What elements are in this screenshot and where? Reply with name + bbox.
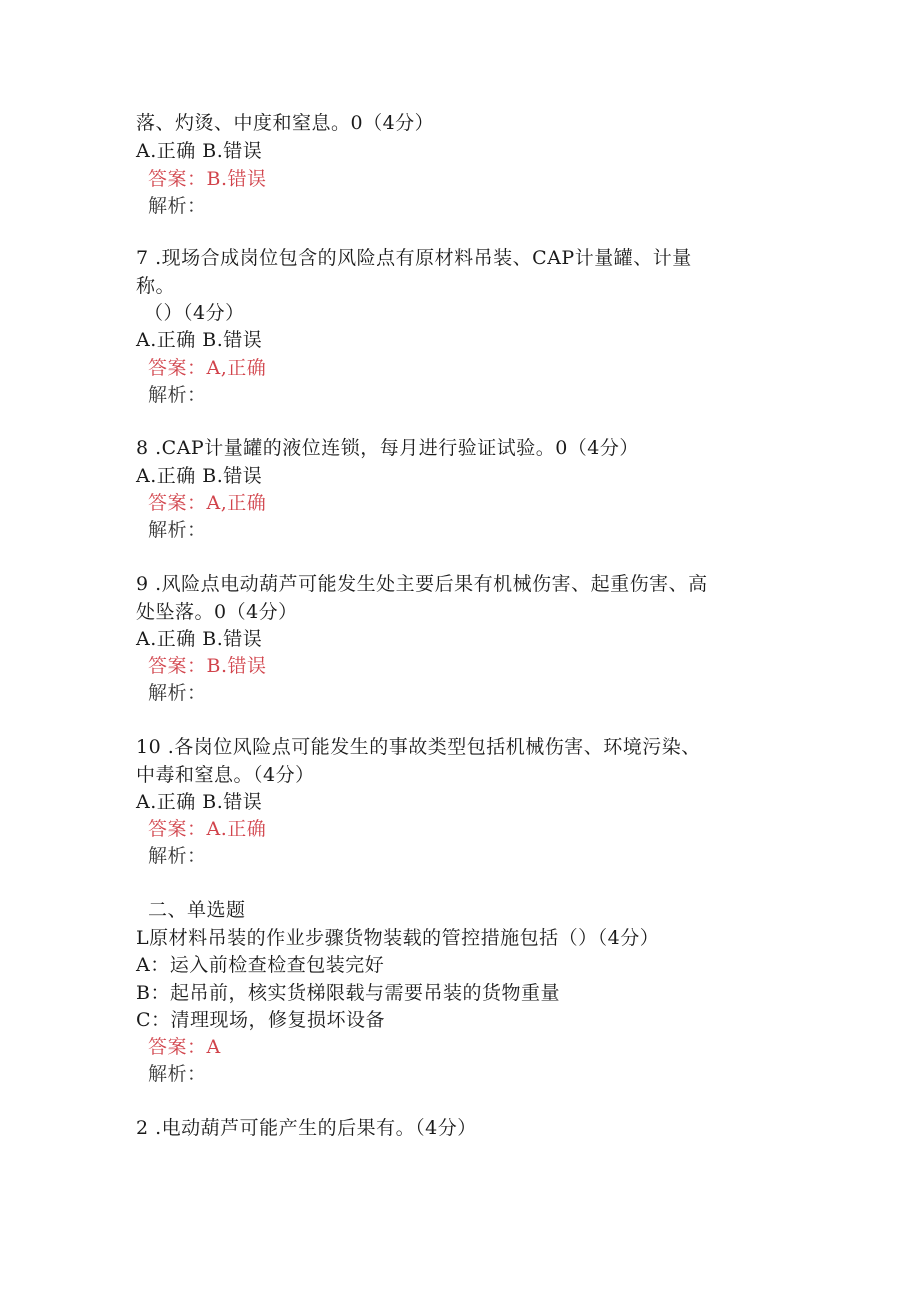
q7-stem-line-3: （）（4分） <box>144 302 245 324</box>
q8-stem-line-1: 8 .CAP计量罐的液位连锁，每月进行验证试验。0（4分） <box>136 437 639 459</box>
q6-analysis: 解析： <box>148 195 207 217</box>
q9-analysis: 解析： <box>148 682 207 704</box>
q9-answer: 答案：B.错误 <box>148 655 267 677</box>
q7-analysis: 解析： <box>148 384 207 406</box>
s1-option-c: C：清理现场，修复损坏设备 <box>136 1009 386 1031</box>
q8-options: A.正确 B.错误 <box>136 465 263 487</box>
q7-stem-line-2: 称。 <box>136 275 176 297</box>
q6-options: A.正确 B.错误 <box>136 140 263 162</box>
q7-stem-line-1: 7 .现场合成岗位包含的风险点有原材料吊装、CAP计量罐、计量 <box>136 247 692 269</box>
q7-answer: 答案：A,正确 <box>148 357 267 379</box>
q6-answer: 答案：B.错误 <box>148 168 267 190</box>
q9-options: A.正确 B.错误 <box>136 628 263 650</box>
s1-option-b: B：起吊前，核实货梯限载与需要吊装的货物重量 <box>136 982 560 1004</box>
q10-answer: 答案：A.正确 <box>148 818 267 840</box>
q8-analysis: 解析： <box>148 519 207 541</box>
q6-stem-tail: 落、灼烫、中度和窒息。0（4分） <box>136 112 435 134</box>
q7-options: A.正确 B.错误 <box>136 329 263 351</box>
q10-stem-line-2: 中毒和窒息。（4分） <box>136 764 315 786</box>
s1-analysis: 解析： <box>148 1063 207 1085</box>
q10-stem-line-1: 10 .各岗位风险点可能发生的事故类型包括机械伤害、环境污染、 <box>136 736 701 758</box>
q10-analysis: 解析： <box>148 845 207 867</box>
q10-options: A.正确 B.错误 <box>136 791 263 813</box>
q9-stem-line-2: 处坠落。0（4分） <box>136 601 298 623</box>
s1-answer: 答案：A <box>148 1036 221 1058</box>
q8-answer: 答案：A,正确 <box>148 492 267 514</box>
section-heading-single-choice: 二、单选题 <box>148 899 246 921</box>
s2-stem-line-1: 2 .电动葫芦可能产生的后果有。（4分） <box>136 1117 477 1139</box>
s1-stem-line-1: L原材料吊装的作业步骤货物装载的管控措施包括（）（4分） <box>136 927 660 949</box>
q9-stem-line-1: 9 .风险点电动葫芦可能发生处主要后果有机械伤害、起重伤害、高 <box>136 573 708 595</box>
s1-option-a: A：运入前检查检查包装完好 <box>136 954 385 976</box>
